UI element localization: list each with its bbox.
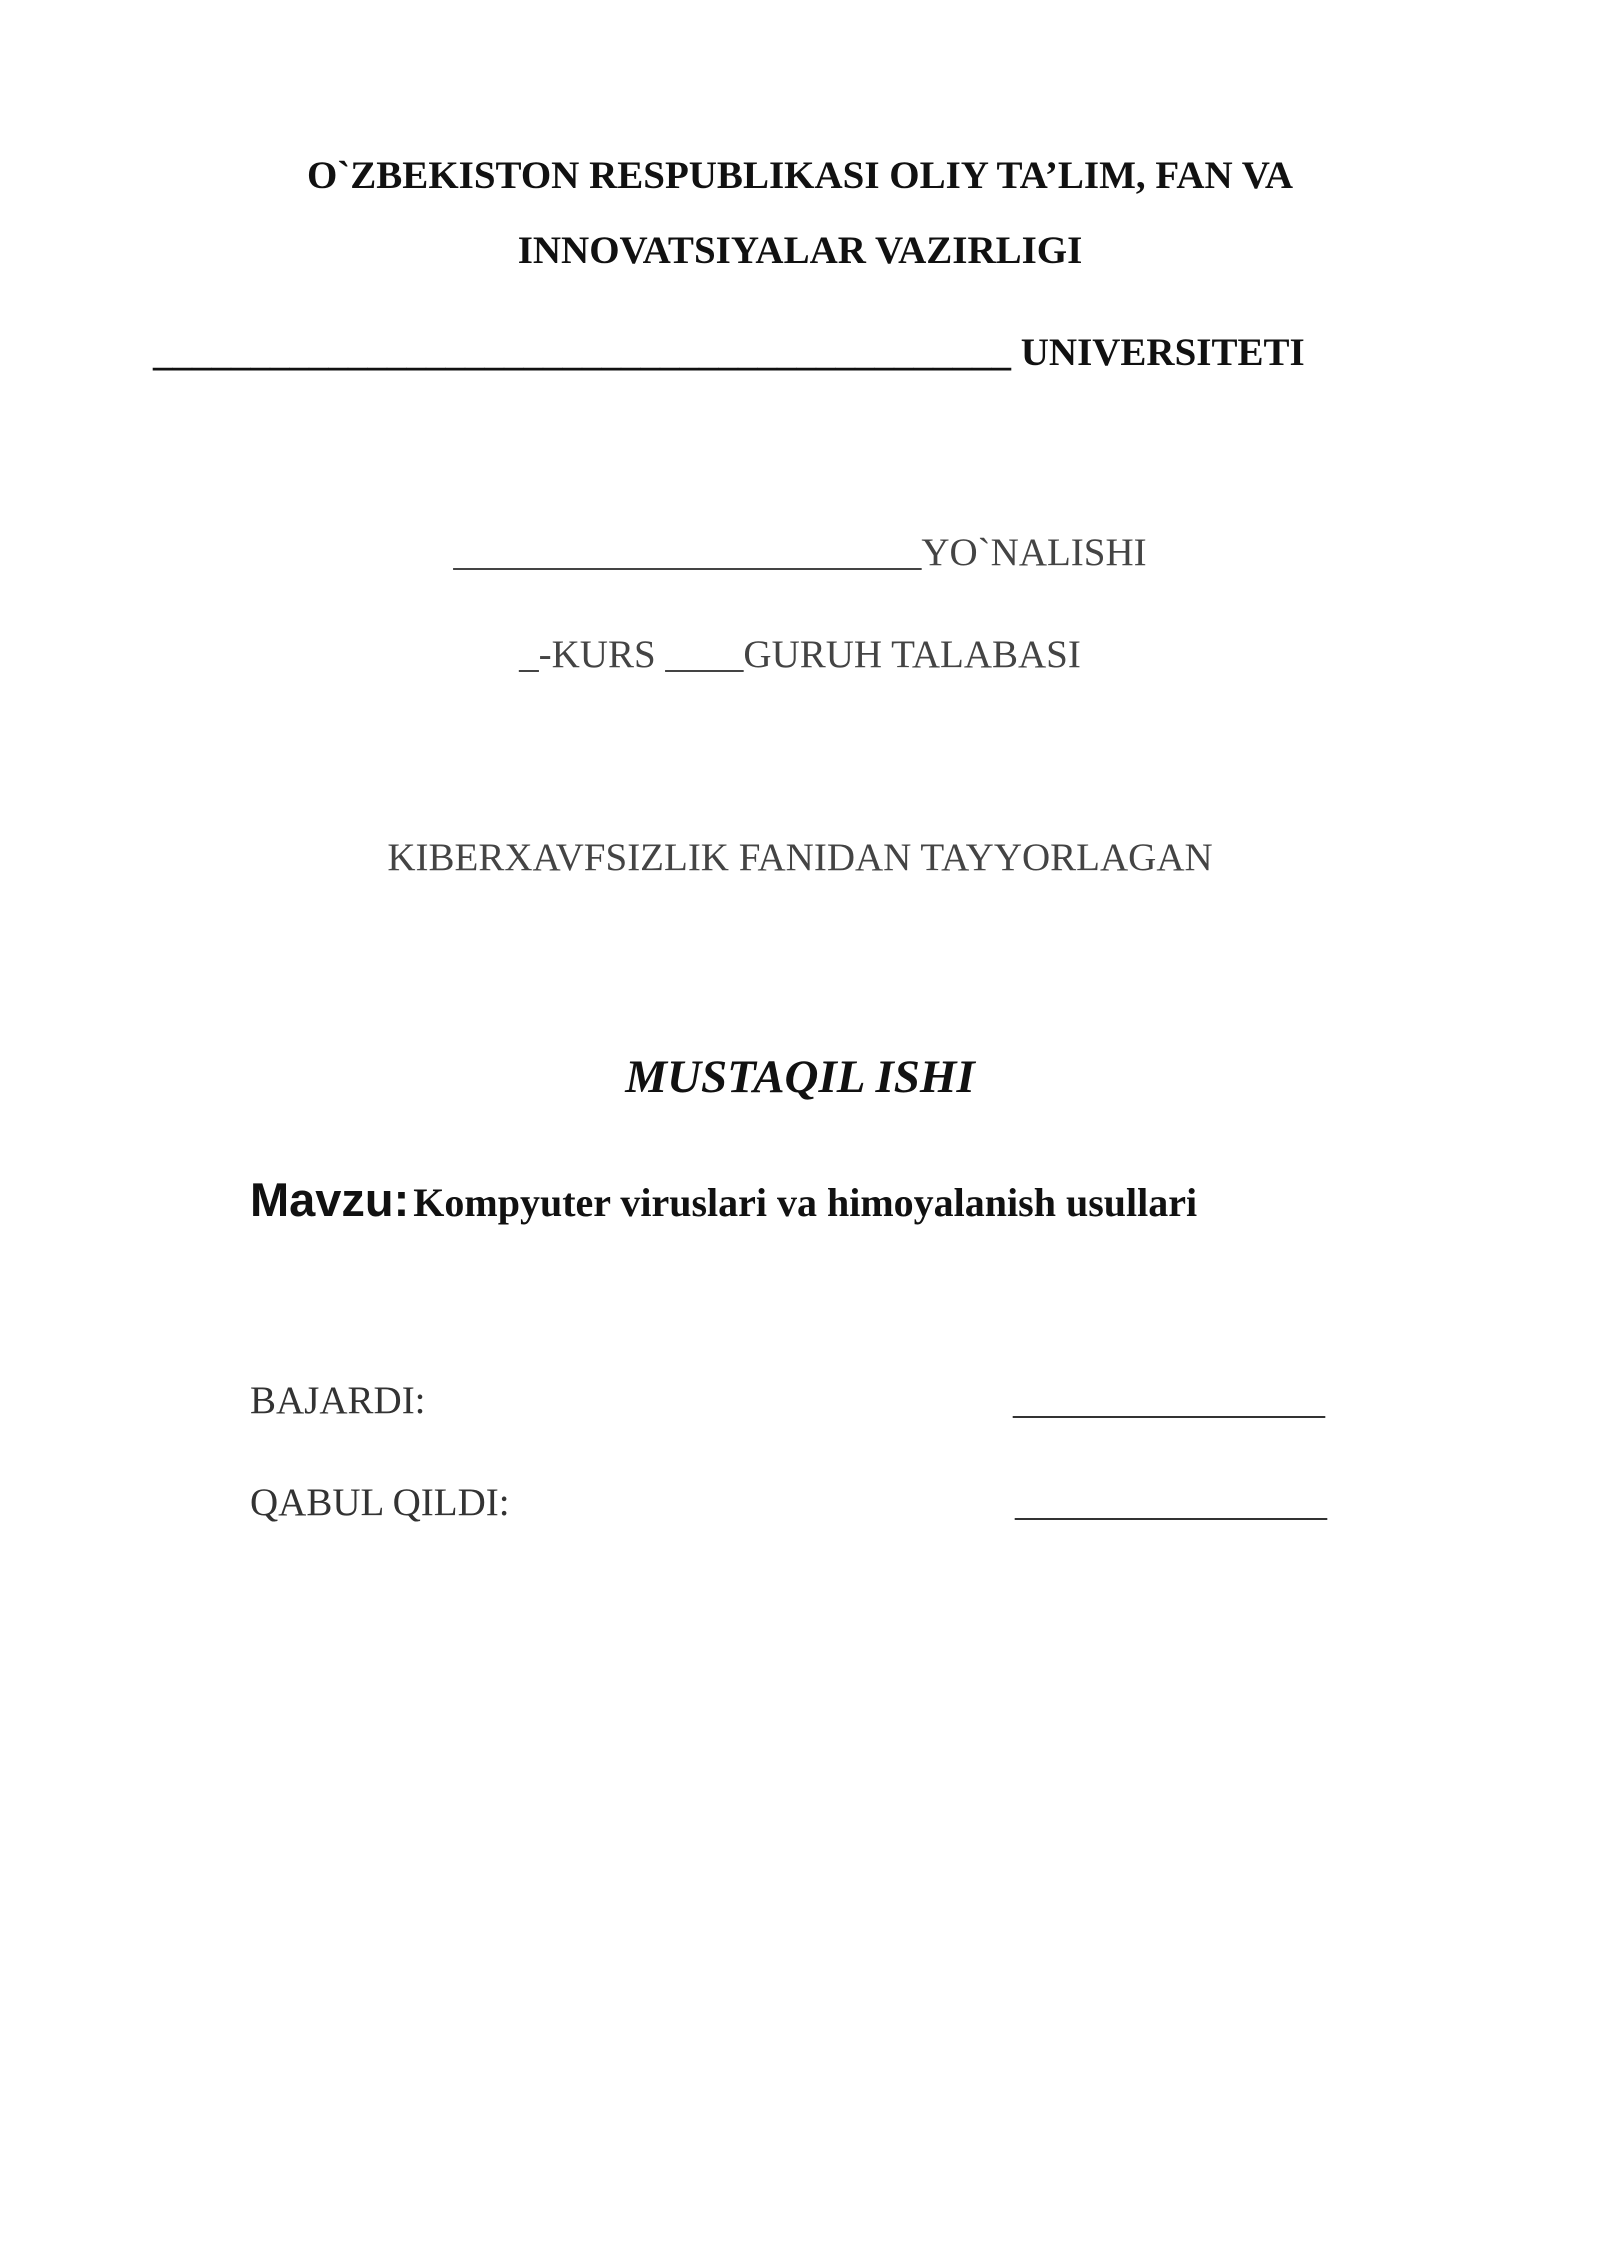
topic-label: Mavzu: bbox=[250, 1173, 410, 1226]
accepted-by-label: QABUL QILDI: bbox=[250, 1481, 510, 1524]
accepted-by-signature-blank: ________________ bbox=[1015, 1481, 1327, 1524]
ministry-title-line-1: O`ZBEKISTON RESPUBLIKASI OLIY TA’LIM, FAN VA bbox=[306, 154, 1294, 197]
done-by-label: BAJARDI: bbox=[250, 1379, 426, 1422]
course-group-line: _-KURS ____GURUH TALABASI bbox=[519, 633, 1081, 676]
direction-line: ________________________YO`NALISHI bbox=[453, 531, 1147, 574]
done-by-signature-blank: ________________ bbox=[1013, 1379, 1325, 1422]
university-label: UNIVERSITETI bbox=[1020, 331, 1305, 374]
topic-line bbox=[250, 1172, 1197, 1227]
subject-line: KIBERXAVFSIZLIK FANIDAN TAYYORLAGAN bbox=[387, 836, 1213, 879]
work-title: MUSTAQIL ISHI bbox=[625, 1051, 975, 1103]
ministry-title-line-2: INNOVATSIYALAR VAZIRLIGI bbox=[517, 229, 1083, 272]
university-line bbox=[153, 330, 1305, 375]
topic-text: Kompyuter viruslari va himoyalanish usullari bbox=[413, 1180, 1198, 1225]
university-name-blank: ____________________________________________ bbox=[153, 331, 1011, 374]
